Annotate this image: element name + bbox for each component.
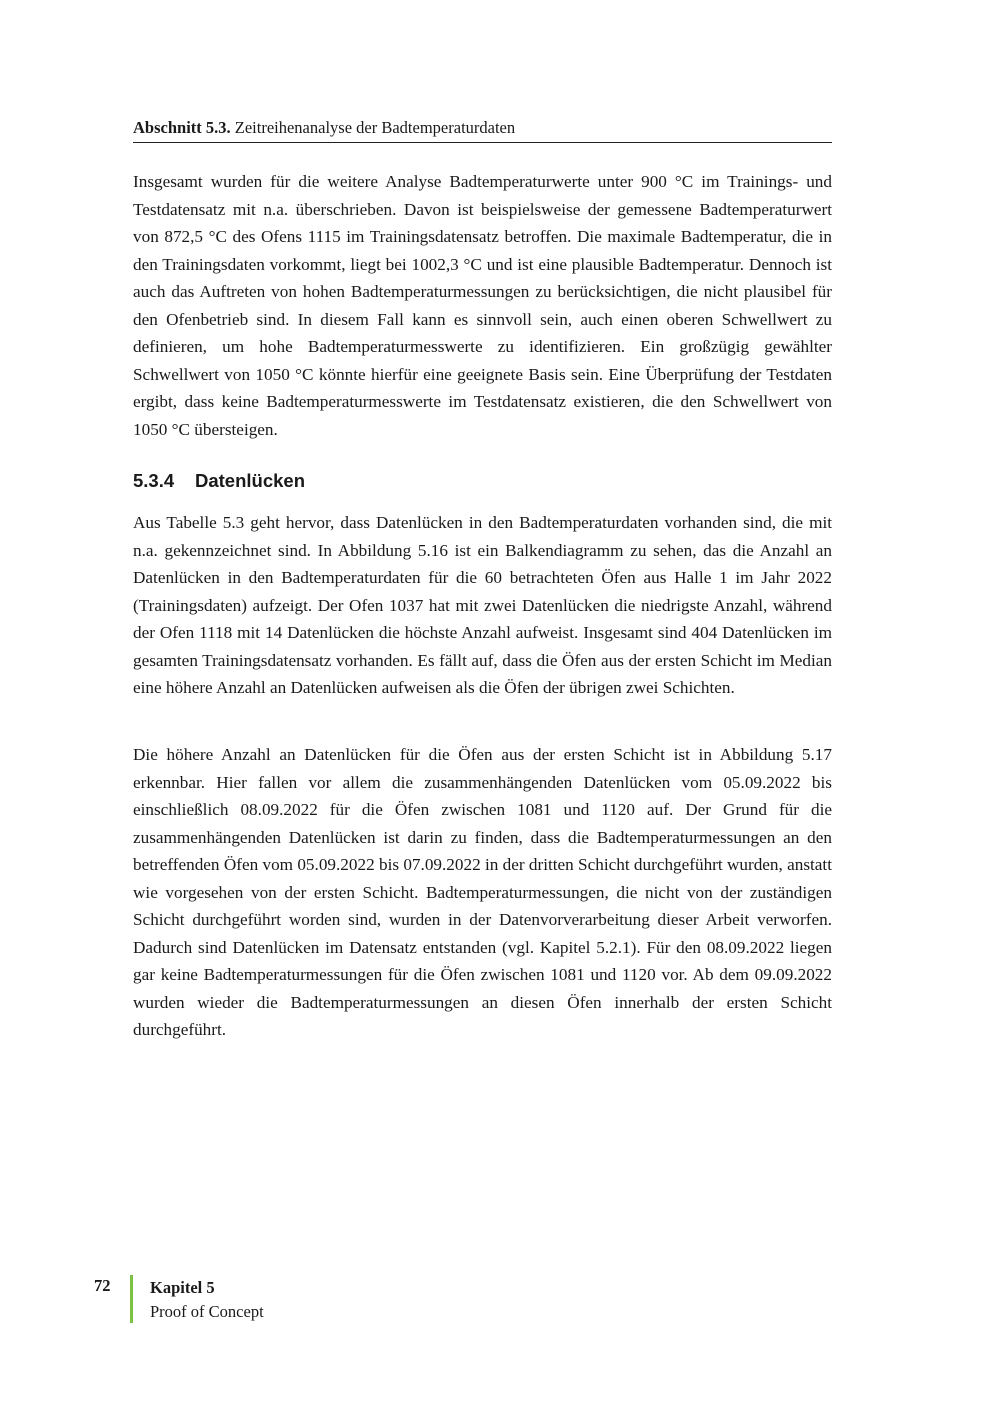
header-section-title: Zeitreihenanalyse der Badtemperaturdaten (234, 118, 516, 137)
footer-chapter-title: Proof of Concept (150, 1302, 264, 1321)
paragraph-1: Insgesamt wurden für die weitere Analyse Badtemperaturwerte unter 900 °C im Trainings- und Testdatensatz mit n.a. überschrieben. Davon ist beispielsweise der gemessene Badtemperaturwert von 872,5 °C des Ofens 1115 im Trainingsdatensatz betroffen. Die maximale Badtemperatur, die in den Trainingsdaten vorkommt, liegt bei 1002,3 °C und ist eine plausible Badtemperatur. Dennoch ist auch das Auftreten von hohen Badtemperaturmessungen zu berücksichtigen, die nicht plausibel für den Ofenbetrieb sind. In diesem Fall kann es sinnvoll sein, auch einen oberen Schwellwert zu definieren, um hohe Badtemperaturmesswerte zu identifizieren. Ein großzügig gewählter Schwellwert von 1050 °C könnte hierfür eine geeignete Basis sein. Eine Überprüfung der Testdaten ergibt, dass keine Badtemperaturmesswerte im Testdatensatz existieren, die den Schwellwert von 1050 °C übersteigen. (133, 172, 832, 439)
paragraph-3: Die höhere Anzahl an Datenlücken für die Öfen aus der ersten Schicht ist in Abbildung 5.17 erkennbar. Hier fallen vor allem die zusammenhängenden Datenlücken vom 05.09.2022 bis einschließlich 08.09.2022 für die Öfen zwischen 1081 und 1120 auf. Der Grund für die zusammenhängenden Datenlücken ist darin zu finden, dass die Badtemperaturmessungen an den betreffenden Öfen vom 05.09.2022 bis 07.09.2022 in der dritten Schicht durchgeführt wurden, anstatt wie vorgesehen von der ersten Schicht. Badtemperaturmessungen, die nicht von der zuständigen Schicht durchgeführt worden sind, wurden in der Datenvorverarbeitung dieser Arbeit verworfen. Dadurch sind Datenlücken im Datensatz entstanden (vgl. Kapitel 5.2.1). Für den 08.09.2022 liegen gar keine Badtemperaturmessungen für die Öfen zwischen 1081 und 1120 vor. Ab dem 09.09.2022 wurden wieder die Badtemperaturmessungen an diesen Öfen innerhalb der ersten Schicht durchgeführt. (133, 745, 832, 1039)
footer-accent-bar (130, 1275, 133, 1323)
section-title: Datenlücken (195, 470, 306, 491)
header-section-label: Abschnitt 5.3. (133, 118, 231, 137)
page-number: 72 (94, 1276, 111, 1295)
section-number: 5.3.4 (133, 470, 175, 491)
section-heading (133, 470, 305, 492)
footer-chapter: Kapitel 5 (150, 1278, 215, 1297)
running-header (133, 116, 832, 143)
footer-chapter-info (150, 1276, 264, 1324)
paragraph-2: Aus Tabelle 5.3 geht hervor, dass Datenlücken in den Badtemperaturdaten vorhanden sind, die mit n.a. gekennzeichnet sind. In Abbildung 5.16 ist ein Balkendiagramm zu sehen, das die Anzahl an Datenlücken in den Badtemperaturdaten für die 60 betrachteten Öfen aus Halle 1 im Jahr 2022 (Trainingsdaten) aufzeigt. Der Ofen 1037 hat mit zwei Datenlücken die niedrigste Anzahl, während der Ofen 1118 mit 14 Datenlücken die höchste Anzahl aufweist. Insgesamt sind 404 Datenlücken im gesamten Trainingsdatensatz vorhanden. Es fällt auf, dass die Öfen aus der ersten Schicht im Median eine höhere Anzahl an Datenlücken aufweisen als die Öfen der übrigen zwei Schichten. (133, 513, 832, 697)
